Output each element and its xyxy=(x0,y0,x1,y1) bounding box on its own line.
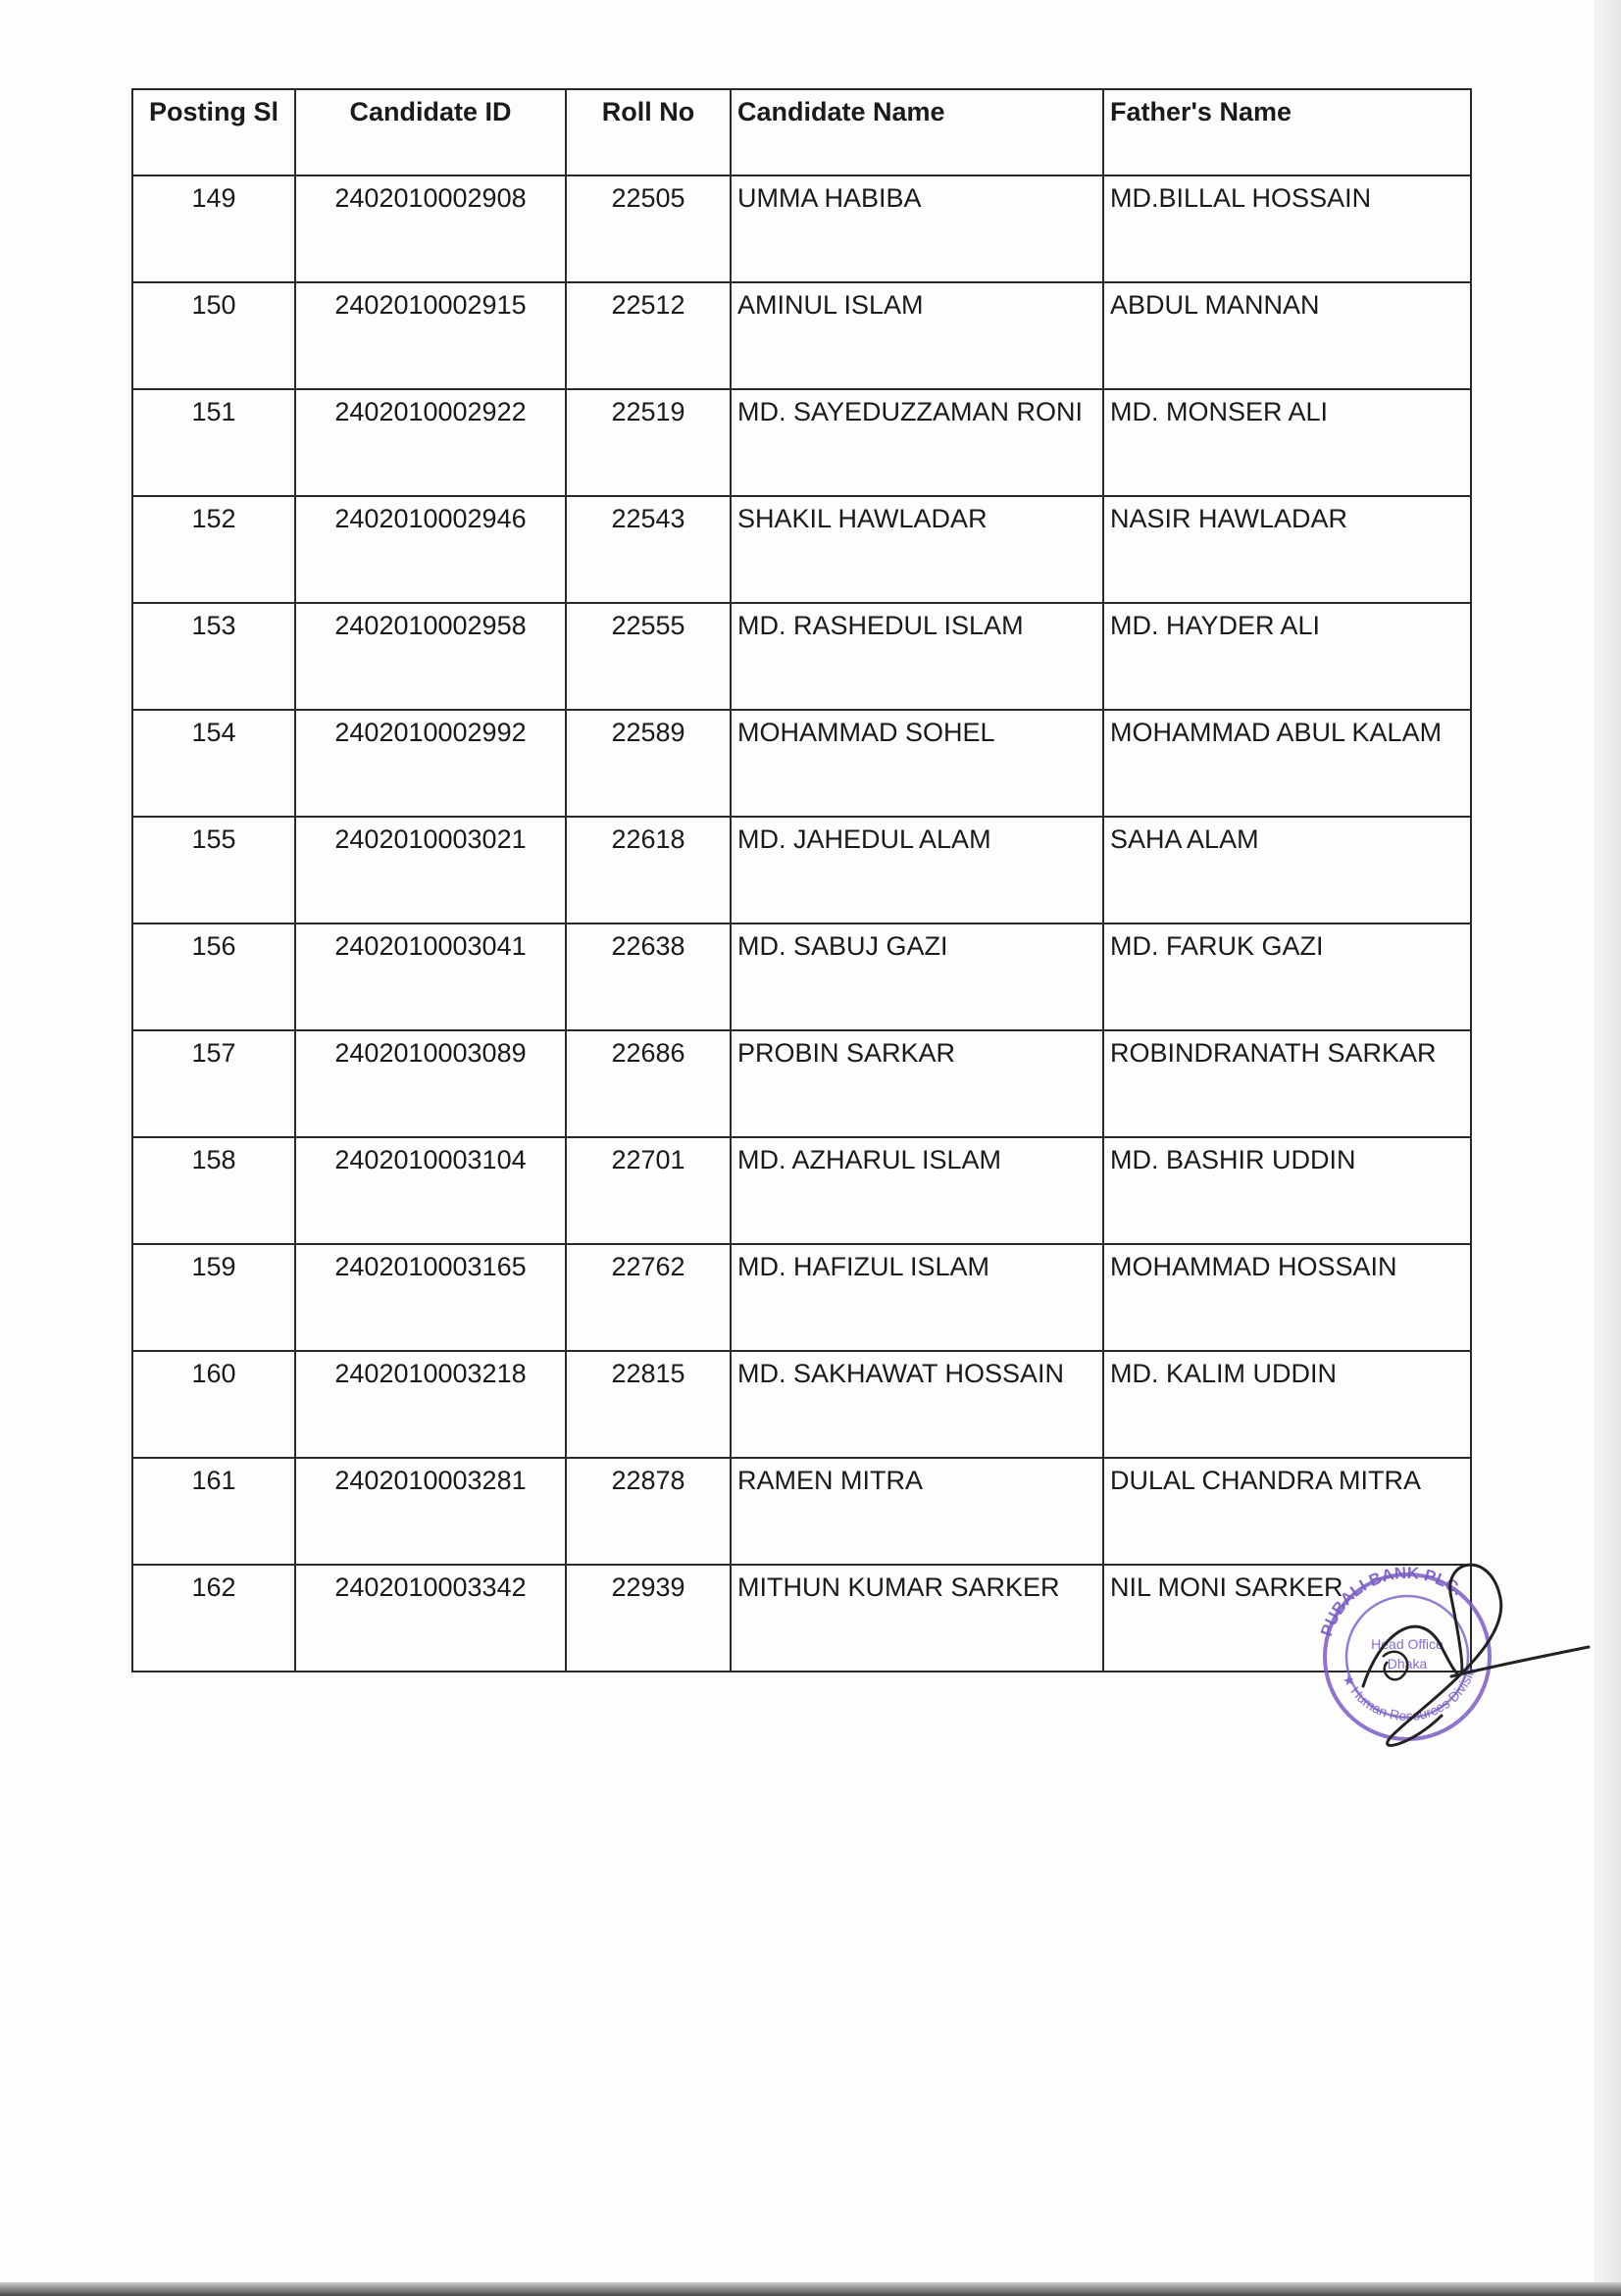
cell-candidate-id: 2402010003041 xyxy=(295,923,566,1030)
header-roll-no: Roll No xyxy=(566,89,731,175)
cell-fathers-name: ABDUL MANNAN xyxy=(1103,282,1471,389)
cell-roll-no: 22543 xyxy=(566,496,731,603)
table-row xyxy=(132,496,1471,603)
cell-fathers-name: NIL MONI SARKER xyxy=(1103,1565,1471,1672)
table-row xyxy=(132,1244,1471,1351)
candidate-posting-table xyxy=(131,88,1472,1672)
table-row xyxy=(132,603,1471,710)
cell-roll-no: 22686 xyxy=(566,1030,731,1137)
cell-candidate-name: PROBIN SARKAR xyxy=(731,1030,1103,1137)
cell-candidate-id: 2402010002922 xyxy=(295,389,566,496)
table-row xyxy=(132,282,1471,389)
cell-fathers-name: MD. BASHIR UDDIN xyxy=(1103,1137,1471,1244)
cell-posting-sl: 151 xyxy=(132,389,295,496)
svg-text:Head Office: Head Office xyxy=(1371,1636,1444,1652)
scan-bottom-edge xyxy=(0,2282,1621,2296)
table-row xyxy=(132,1351,1471,1458)
cell-candidate-id: 2402010003165 xyxy=(295,1244,566,1351)
table-header-row xyxy=(132,89,1471,175)
cell-candidate-name: MD. JAHEDUL ALAM xyxy=(731,817,1103,923)
cell-candidate-name: MD. HAFIZUL ISLAM xyxy=(731,1244,1103,1351)
table-row xyxy=(132,389,1471,496)
cell-candidate-id: 2402010003218 xyxy=(295,1351,566,1458)
cell-candidate-id: 2402010002958 xyxy=(295,603,566,710)
bank-stamp-and-signature xyxy=(1304,1539,1598,1774)
cell-candidate-id: 2402010002946 xyxy=(295,496,566,603)
cell-fathers-name: MD. KALIM UDDIN xyxy=(1103,1351,1471,1458)
cell-roll-no: 22878 xyxy=(566,1458,731,1565)
cell-candidate-id: 2402010003104 xyxy=(295,1137,566,1244)
cell-posting-sl: 156 xyxy=(132,923,295,1030)
cell-posting-sl: 162 xyxy=(132,1565,295,1672)
cell-posting-sl: 150 xyxy=(132,282,295,389)
cell-posting-sl: 154 xyxy=(132,710,295,817)
cell-candidate-id: 2402010003089 xyxy=(295,1030,566,1137)
cell-roll-no: 22815 xyxy=(566,1351,731,1458)
cell-candidate-name: MD. SAKHAWAT HOSSAIN xyxy=(731,1351,1103,1458)
table-row xyxy=(132,1137,1471,1244)
cell-candidate-name: RAMEN MITRA xyxy=(731,1458,1103,1565)
cell-roll-no: 22589 xyxy=(566,710,731,817)
cell-candidate-name: MD. SAYEDUZZAMAN RONI xyxy=(731,389,1103,496)
cell-candidate-id: 2402010003021 xyxy=(295,817,566,923)
cell-candidate-id: 2402010002908 xyxy=(295,175,566,282)
cell-fathers-name: MD.BILLAL HOSSAIN xyxy=(1103,175,1471,282)
cell-roll-no: 22939 xyxy=(566,1565,731,1672)
cell-roll-no: 22505 xyxy=(566,175,731,282)
cell-fathers-name: MD. MONSER ALI xyxy=(1103,389,1471,496)
header-candidate-name: Candidate Name xyxy=(731,89,1103,175)
cell-candidate-name: MD. RASHEDUL ISLAM xyxy=(731,603,1103,710)
table-body xyxy=(132,175,1471,1672)
header-fathers-name: Father's Name xyxy=(1103,89,1471,175)
cell-posting-sl: 160 xyxy=(132,1351,295,1458)
cell-roll-no: 22519 xyxy=(566,389,731,496)
cell-posting-sl: 157 xyxy=(132,1030,295,1137)
table-row xyxy=(132,710,1471,817)
table-row xyxy=(132,1458,1471,1565)
cell-candidate-id: 2402010003281 xyxy=(295,1458,566,1565)
cell-posting-sl: 149 xyxy=(132,175,295,282)
cell-roll-no: 22762 xyxy=(566,1244,731,1351)
cell-fathers-name: NASIR HAWLADAR xyxy=(1103,496,1471,603)
table-row xyxy=(132,175,1471,282)
cell-candidate-name: MD. AZHARUL ISLAM xyxy=(731,1137,1103,1244)
cell-candidate-name: MOHAMMAD SOHEL xyxy=(731,710,1103,817)
scan-right-edge xyxy=(1594,0,1621,2296)
svg-text:PUBALI BANK PLC.: PUBALI BANK PLC. xyxy=(1317,1563,1467,1639)
cell-fathers-name: ROBINDRANATH SARKAR xyxy=(1103,1030,1471,1137)
cell-posting-sl: 155 xyxy=(132,817,295,923)
cell-posting-sl: 159 xyxy=(132,1244,295,1351)
cell-fathers-name: SAHA ALAM xyxy=(1103,817,1471,923)
cell-candidate-name: MD. SABUJ GAZI xyxy=(731,923,1103,1030)
cell-fathers-name: DULAL CHANDRA MITRA xyxy=(1103,1458,1471,1565)
cell-fathers-name: MOHAMMAD HOSSAIN xyxy=(1103,1244,1471,1351)
svg-text:★ Human Resources Division: ★ Human Resources Divisio xyxy=(1339,1665,1479,1724)
cell-fathers-name: MOHAMMAD ABUL KALAM xyxy=(1103,710,1471,817)
cell-roll-no: 22555 xyxy=(566,603,731,710)
cell-roll-no: 22618 xyxy=(566,817,731,923)
svg-text:Dhaka: Dhaka xyxy=(1387,1656,1428,1672)
cell-roll-no: 22638 xyxy=(566,923,731,1030)
cell-roll-no: 22512 xyxy=(566,282,731,389)
table-row xyxy=(132,1030,1471,1137)
cell-fathers-name: MD. FARUK GAZI xyxy=(1103,923,1471,1030)
cell-candidate-id: 2402010003342 xyxy=(295,1565,566,1672)
cell-posting-sl: 152 xyxy=(132,496,295,603)
header-candidate-id: Candidate ID xyxy=(295,89,566,175)
cell-posting-sl: 161 xyxy=(132,1458,295,1565)
table-row xyxy=(132,1565,1471,1672)
cell-fathers-name: MD. HAYDER ALI xyxy=(1103,603,1471,710)
header-posting-sl: Posting Sl xyxy=(132,89,295,175)
cell-candidate-name: UMMA HABIBA xyxy=(731,175,1103,282)
cell-posting-sl: 158 xyxy=(132,1137,295,1244)
stamp-seal-icon xyxy=(1304,1539,1598,1774)
cell-roll-no: 22701 xyxy=(566,1137,731,1244)
cell-candidate-id: 2402010002992 xyxy=(295,710,566,817)
table-row xyxy=(132,817,1471,923)
table-row xyxy=(132,923,1471,1030)
cell-candidate-name: MITHUN KUMAR SARKER xyxy=(731,1565,1103,1672)
cell-posting-sl: 153 xyxy=(132,603,295,710)
cell-candidate-name: SHAKIL HAWLADAR xyxy=(731,496,1103,603)
cell-candidate-id: 2402010002915 xyxy=(295,282,566,389)
cell-candidate-name: AMINUL ISLAM xyxy=(731,282,1103,389)
